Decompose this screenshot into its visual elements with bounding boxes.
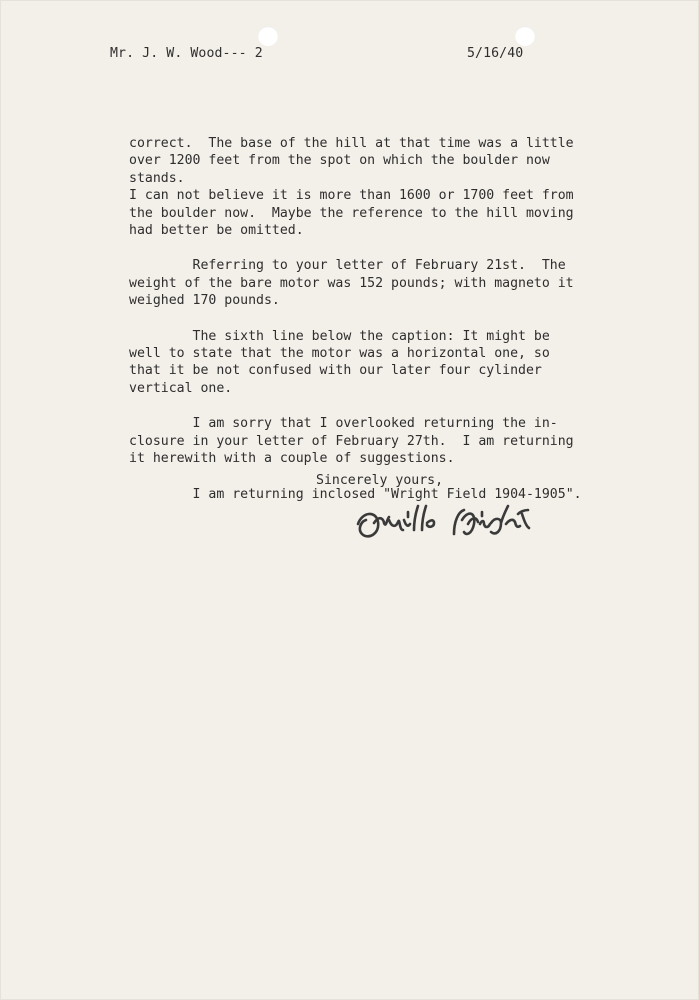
body-line: over 1200 feet from the spot on which the boulder now stands. [129, 153, 558, 186]
body-line: the boulder now. Maybe the reference to the hill moving [129, 205, 574, 221]
page-header-date: 5/16/40 [467, 46, 524, 61]
closing-salutation: Sincerely yours, [316, 473, 444, 488]
body-line: The sixth line below the caption: It might be [129, 328, 550, 344]
paragraph-2 [129, 257, 584, 309]
paragraph-3 [129, 328, 584, 398]
body-line: vertical one. [129, 380, 233, 396]
body-line: I can not believe it is more than 1600 or 1700 feet from [129, 188, 574, 204]
body-line: I am returning inclosed "Wright Field 1904-1905". [129, 486, 582, 502]
page-header-recipient: Mr. J. W. Wood--- 2 [110, 46, 263, 61]
paragraph-1 [129, 135, 584, 239]
body-line: well to state that the motor was a horizontal one, so [129, 346, 550, 362]
body-line: weight of the bare motor was 152 pounds; with magneto it [129, 275, 574, 291]
body-line: had better be omitted. [129, 223, 304, 239]
body-line: closure in your letter of February 27th. I am returning [129, 433, 574, 449]
body-line: I am sorry that I overlooked returning the in- [129, 416, 558, 432]
letter-body [129, 135, 584, 503]
body-line: it herewith with a couple of suggestions. [129, 451, 455, 467]
signature-image [350, 492, 570, 552]
body-line: weighed 170 pounds. [129, 293, 280, 309]
binder-hole-right [515, 26, 535, 46]
paragraph-4 [129, 415, 584, 467]
body-line: Referring to your letter of February 21st. The [129, 258, 566, 274]
body-line: that it be not confused with our later four cylinder [129, 363, 542, 379]
binder-hole-left [258, 26, 278, 46]
body-line: correct. The base of the hill at that time was a little [129, 136, 574, 151]
